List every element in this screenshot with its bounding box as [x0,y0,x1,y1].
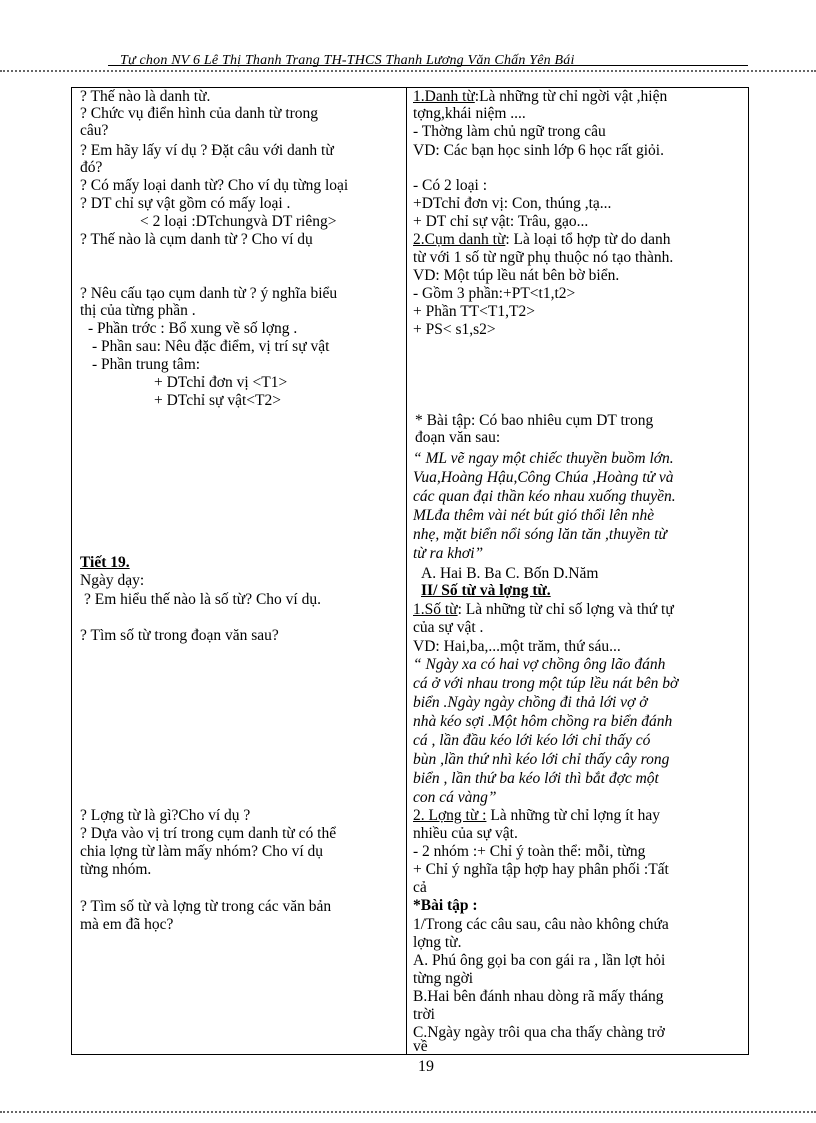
question-3: ? Em hãy lấy ví dụ ? Đặt câu với danh từ [80,142,334,159]
answer-6-line3: - 2 nhóm :+ Chỉ ý toàn thể: mỗi, từng [413,843,646,860]
teaching-date: Ngày dạy: [80,572,145,589]
answer-4: - Gồm 3 phần:+PT<t1,t2> [413,285,576,302]
answer-6 [413,807,660,824]
answer-1-title: 1.Danh từ [413,88,475,105]
question-11-cont2: từng nhóm. [80,861,152,878]
question-7-cont: thị của từng phần . [80,302,196,319]
exercise-1-options: A. Hai B. Ba C. Bốn D.Năm [421,565,599,582]
bottom-dotted-line [0,1111,816,1113]
question-11: ? Dựa vào vị trí trong cụm danh từ có thể [80,825,337,842]
question-12-cont: mà em đã học? [80,916,174,933]
passage-line-8: con cá vàng” [413,789,497,806]
question-7: ? Nêu cấu tạo cụm danh từ ? ý nghĩa biểu [80,285,338,302]
exercise-2-option-a-cont: từng ngời [413,970,474,987]
answer-5-text: : Là những từ chỉ số lợng và thứ tự [457,601,674,618]
question-7-part3b: + DTchỉ sự vật<T2> [154,392,281,409]
page-number: 19 [418,1058,434,1075]
exercise-2-option-b-cont: trời [413,1006,435,1023]
exercise-2-option-a: A. Phú ông gọi ba con gái ra , lần lợt hỏi [413,952,666,969]
question-7-part1: - Phần trớc : Bổ xung về số lợng . [88,320,298,337]
lesson-title: Tiết 19. [80,554,130,571]
answer-5-title: 1.Số từ [413,601,458,618]
exercise-2-option-c-cont: về [413,1038,428,1055]
answer-6-line2: nhiều của sự vật. [413,825,518,842]
answer-4c: + PS< s1,s2> [413,321,496,338]
question-4: ? Có mấy loại danh từ? Cho ví dụ từng loại [80,177,349,194]
question-7-part3: - Phần trung tâm: [92,356,201,373]
answer-6-line4: + Chỉ ý nghĩa tập hợp hay phân phối :Tất [413,861,669,878]
answer-6-text: Là những từ chỉ lợng ít hay [486,807,660,824]
header-text: Tự chọn NV 6 Lê Thị Thanh Trang TH-THCS Thanh Lương Văn Chấn Yên Bái [120,53,575,68]
right-column [407,88,749,1055]
answer-1-example: VD: Các bạn học sinh lớp 6 học rất giỏi. [413,142,664,159]
question-9: ? Tìm số từ trong đoạn văn sau? [80,627,279,644]
question-12: ? Tìm số từ và lợng từ trong các văn bản [80,898,332,915]
answer-2: - Có 2 loại : [413,177,488,194]
question-11-cont: chia lợng từ làm mấy nhóm? Cho ví dụ [80,843,324,860]
answer-3 [413,231,670,248]
header-underline [108,65,748,66]
question-3-cont: đó? [80,159,103,176]
question-2: ? Chức vụ điển hình của danh từ trong [80,105,319,122]
answer-5 [413,601,674,618]
question-1: ? Thế nào là danh từ. [80,88,211,105]
question-5: ? DT chỉ sự vật gồm có mấy loại . [80,195,291,212]
question-7-part3a: + DTchỉ đơn vị <T1> [154,374,288,391]
answer-2a: +DTchỉ đơn vị: Con, thúng ,tạ... [413,195,612,212]
exercise-1-quote-2: Vua,Hoàng Hậu,Công Chúa ,Hoàng tử và [413,469,674,486]
exercise-2-option-b: B.Hai bên đánh nhau dòng rã mấy tháng [413,988,664,1005]
exercise-1-quote-5: nhẹ, mặt biển nổi sóng lăn tăn ,thuyền từ [413,526,667,543]
answer-1 [413,88,667,105]
question-2-cont: câu? [80,122,109,139]
answer-5-line2: của sự vật . [413,619,484,636]
answer-6-line5: cả [413,879,427,896]
page-header [108,52,748,76]
exercise-2-cont: lợng từ. [413,934,462,951]
exercise-1-quote-4: MLđa thêm vài nét bút gió thổi lên nhè [413,507,655,524]
answer-3-title: 2.Cụm danh từ [413,231,506,248]
answer-5-example: VD: Hai,ba,...một trăm, thứ sáu... [413,638,621,655]
exercise-1-quote-6: từ ra khơi” [413,545,484,562]
answer-1-text: :Là những từ chỉ ngời vật ,hiện [474,88,668,105]
left-column [72,88,407,1055]
question-7-part2: - Phần sau: Nêu đặc điểm, vị trí sự vật [92,338,330,355]
answer-2b: + DT chỉ sự vật: Trâu, gạo... [413,213,589,230]
exercise-1-quote-3: các quan đại thần kéo nhau xuống thuyền. [413,488,676,505]
answer-3-text: : Là loại tổ hợp từ do danh [505,231,671,248]
passage-line-2: cá ở với nhau trong một túp lều nát bên bờ [413,675,679,692]
exercise-2: 1/Trong các câu sau, câu nào không chứa [413,916,669,933]
question-8: ? Em hiểu thế nào là số từ? Cho ví dụ. [84,591,321,608]
question-6: ? Thế nào là cụm danh từ ? Cho ví dụ [80,231,313,248]
passage-line-7: biển , lần thứ ba kéo lới thì bắt đợc một [413,770,659,787]
exercise-2-option-c: C.Ngày ngày trôi qua cha thấy chàng trở [413,1024,665,1041]
exercise-1: * Bài tập: Có bao nhiêu cụm DT trong [415,412,654,429]
answer-6-title: 2. Lợng từ : [413,807,487,824]
answer-4b: + Phần TT<T1,T2> [413,303,535,320]
passage-line-3: biển .Ngày ngày chồng đi thả lới vợ ở [413,694,648,711]
passage-line-5: cá , lần đầu kéo lới kéo lới chỉ thấy có [413,732,651,749]
section-2-title: II/ Số từ và lợng từ. [421,582,551,599]
answer-3-example: VD: Một túp lều nát bên bờ biển. [413,267,620,284]
exercise-1-cont: đoạn văn sau: [415,429,501,446]
passage-line-1: “ Ngày xa có hai vợ chồng ông lão đánh [413,656,666,673]
question-5-note: < 2 loại :DTchungvà DT riêng> [140,213,337,230]
answer-1-line2: tợng,khái niệm .... [413,105,526,122]
answer-3-line2: từ với 1 số từ ngữ phụ thuộc nó tạo thành. [413,249,674,266]
lesson-table [71,87,749,1055]
passage-line-4: nhà kéo sợi .Một hôm chồng ra biển đánh [413,713,673,730]
passage-line-6: bùn ,lần thứ nhì kéo lới chỉ thấy cây rong [413,751,670,768]
answer-1-line3: - Thờng làm chủ ngữ trong câu [413,123,606,140]
exercise-1-quote-1: “ ML vẽ ngay một chiếc thuyền buồm lớn. [413,450,674,467]
question-10: ? Lợng từ là gì?Cho ví dụ ? [80,807,251,824]
exercise-title: *Bài tập : [413,897,478,914]
